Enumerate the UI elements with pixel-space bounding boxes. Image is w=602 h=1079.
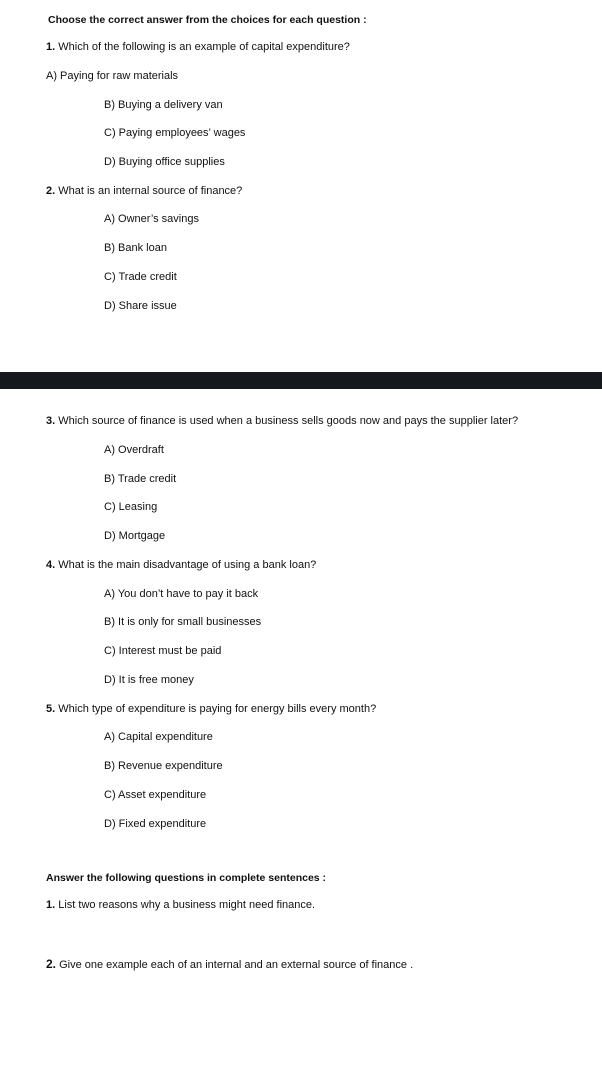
q1-option-a[interactable]: A) Paying for raw materials	[46, 70, 179, 82]
question-text: Which source of finance is used when a business sells goods now and pays the supplier later?	[58, 415, 519, 427]
question-3	[46, 415, 518, 428]
question-number: 1.	[46, 899, 56, 911]
question-text: Which of the following is an example of capital expenditure?	[58, 41, 350, 53]
q3-option-b[interactable]: B) Trade credit	[104, 473, 177, 485]
q4-option-b[interactable]: B) It is only for small businesses	[104, 616, 262, 628]
section1-heading: Choose the correct answer from the choices for each question :	[48, 14, 367, 26]
page-divider-bar	[0, 372, 602, 389]
written-question-2	[46, 958, 413, 972]
q4-option-a[interactable]: A) You don’t have to pay it back	[104, 588, 259, 600]
question-number: 5.	[46, 703, 56, 715]
q2-option-c[interactable]: C) Trade credit	[104, 271, 177, 283]
question-4	[46, 559, 316, 572]
question-number: 4.	[46, 559, 56, 571]
question-number: 1.	[46, 41, 56, 53]
q5-option-b[interactable]: B) Revenue expenditure	[104, 760, 223, 772]
q5-option-c[interactable]: C) Asset expenditure	[104, 789, 207, 801]
question-number: 2.	[46, 957, 57, 971]
question-5	[46, 703, 376, 716]
q1-option-d[interactable]: D) Buying office supplies	[104, 156, 225, 168]
question-text: List two reasons why a business might need finance.	[58, 899, 316, 911]
q2-option-d[interactable]: D) Share issue	[104, 300, 177, 312]
q2-option-b[interactable]: B) Bank loan	[104, 242, 167, 254]
q3-option-c[interactable]: C) Leasing	[104, 501, 158, 513]
written-question-1	[46, 899, 315, 912]
question-number: 2.	[46, 185, 56, 197]
question-2	[46, 185, 242, 198]
q5-option-a[interactable]: A) Capital expenditure	[104, 731, 213, 743]
q5-option-d[interactable]: D) Fixed expenditure	[104, 818, 207, 830]
question-number: 3.	[46, 415, 56, 427]
q2-option-a[interactable]: A) Owner’s savings	[104, 213, 199, 225]
section2-heading: Answer the following questions in complete sentences :	[46, 872, 327, 884]
q3-option-d[interactable]: D) Mortgage	[104, 530, 166, 542]
question-text: Which type of expenditure is paying for energy bills every month?	[58, 703, 377, 715]
q4-option-c[interactable]: C) Interest must be paid	[104, 645, 222, 657]
q1-option-b[interactable]: B) Buying a delivery van	[104, 99, 223, 111]
q1-option-c[interactable]: C) Paying employees’ wages	[104, 127, 246, 139]
q3-option-a[interactable]: A) Overdraft	[104, 444, 164, 456]
question-text: What is an internal source of finance?	[58, 185, 243, 197]
question-text: Give one example each of an internal and an external source of finance .	[59, 959, 414, 971]
question-text: What is the main disadvantage of using a bank loan?	[58, 559, 317, 571]
question-1	[46, 41, 350, 54]
q4-option-d[interactable]: D) It is free money	[104, 674, 194, 686]
